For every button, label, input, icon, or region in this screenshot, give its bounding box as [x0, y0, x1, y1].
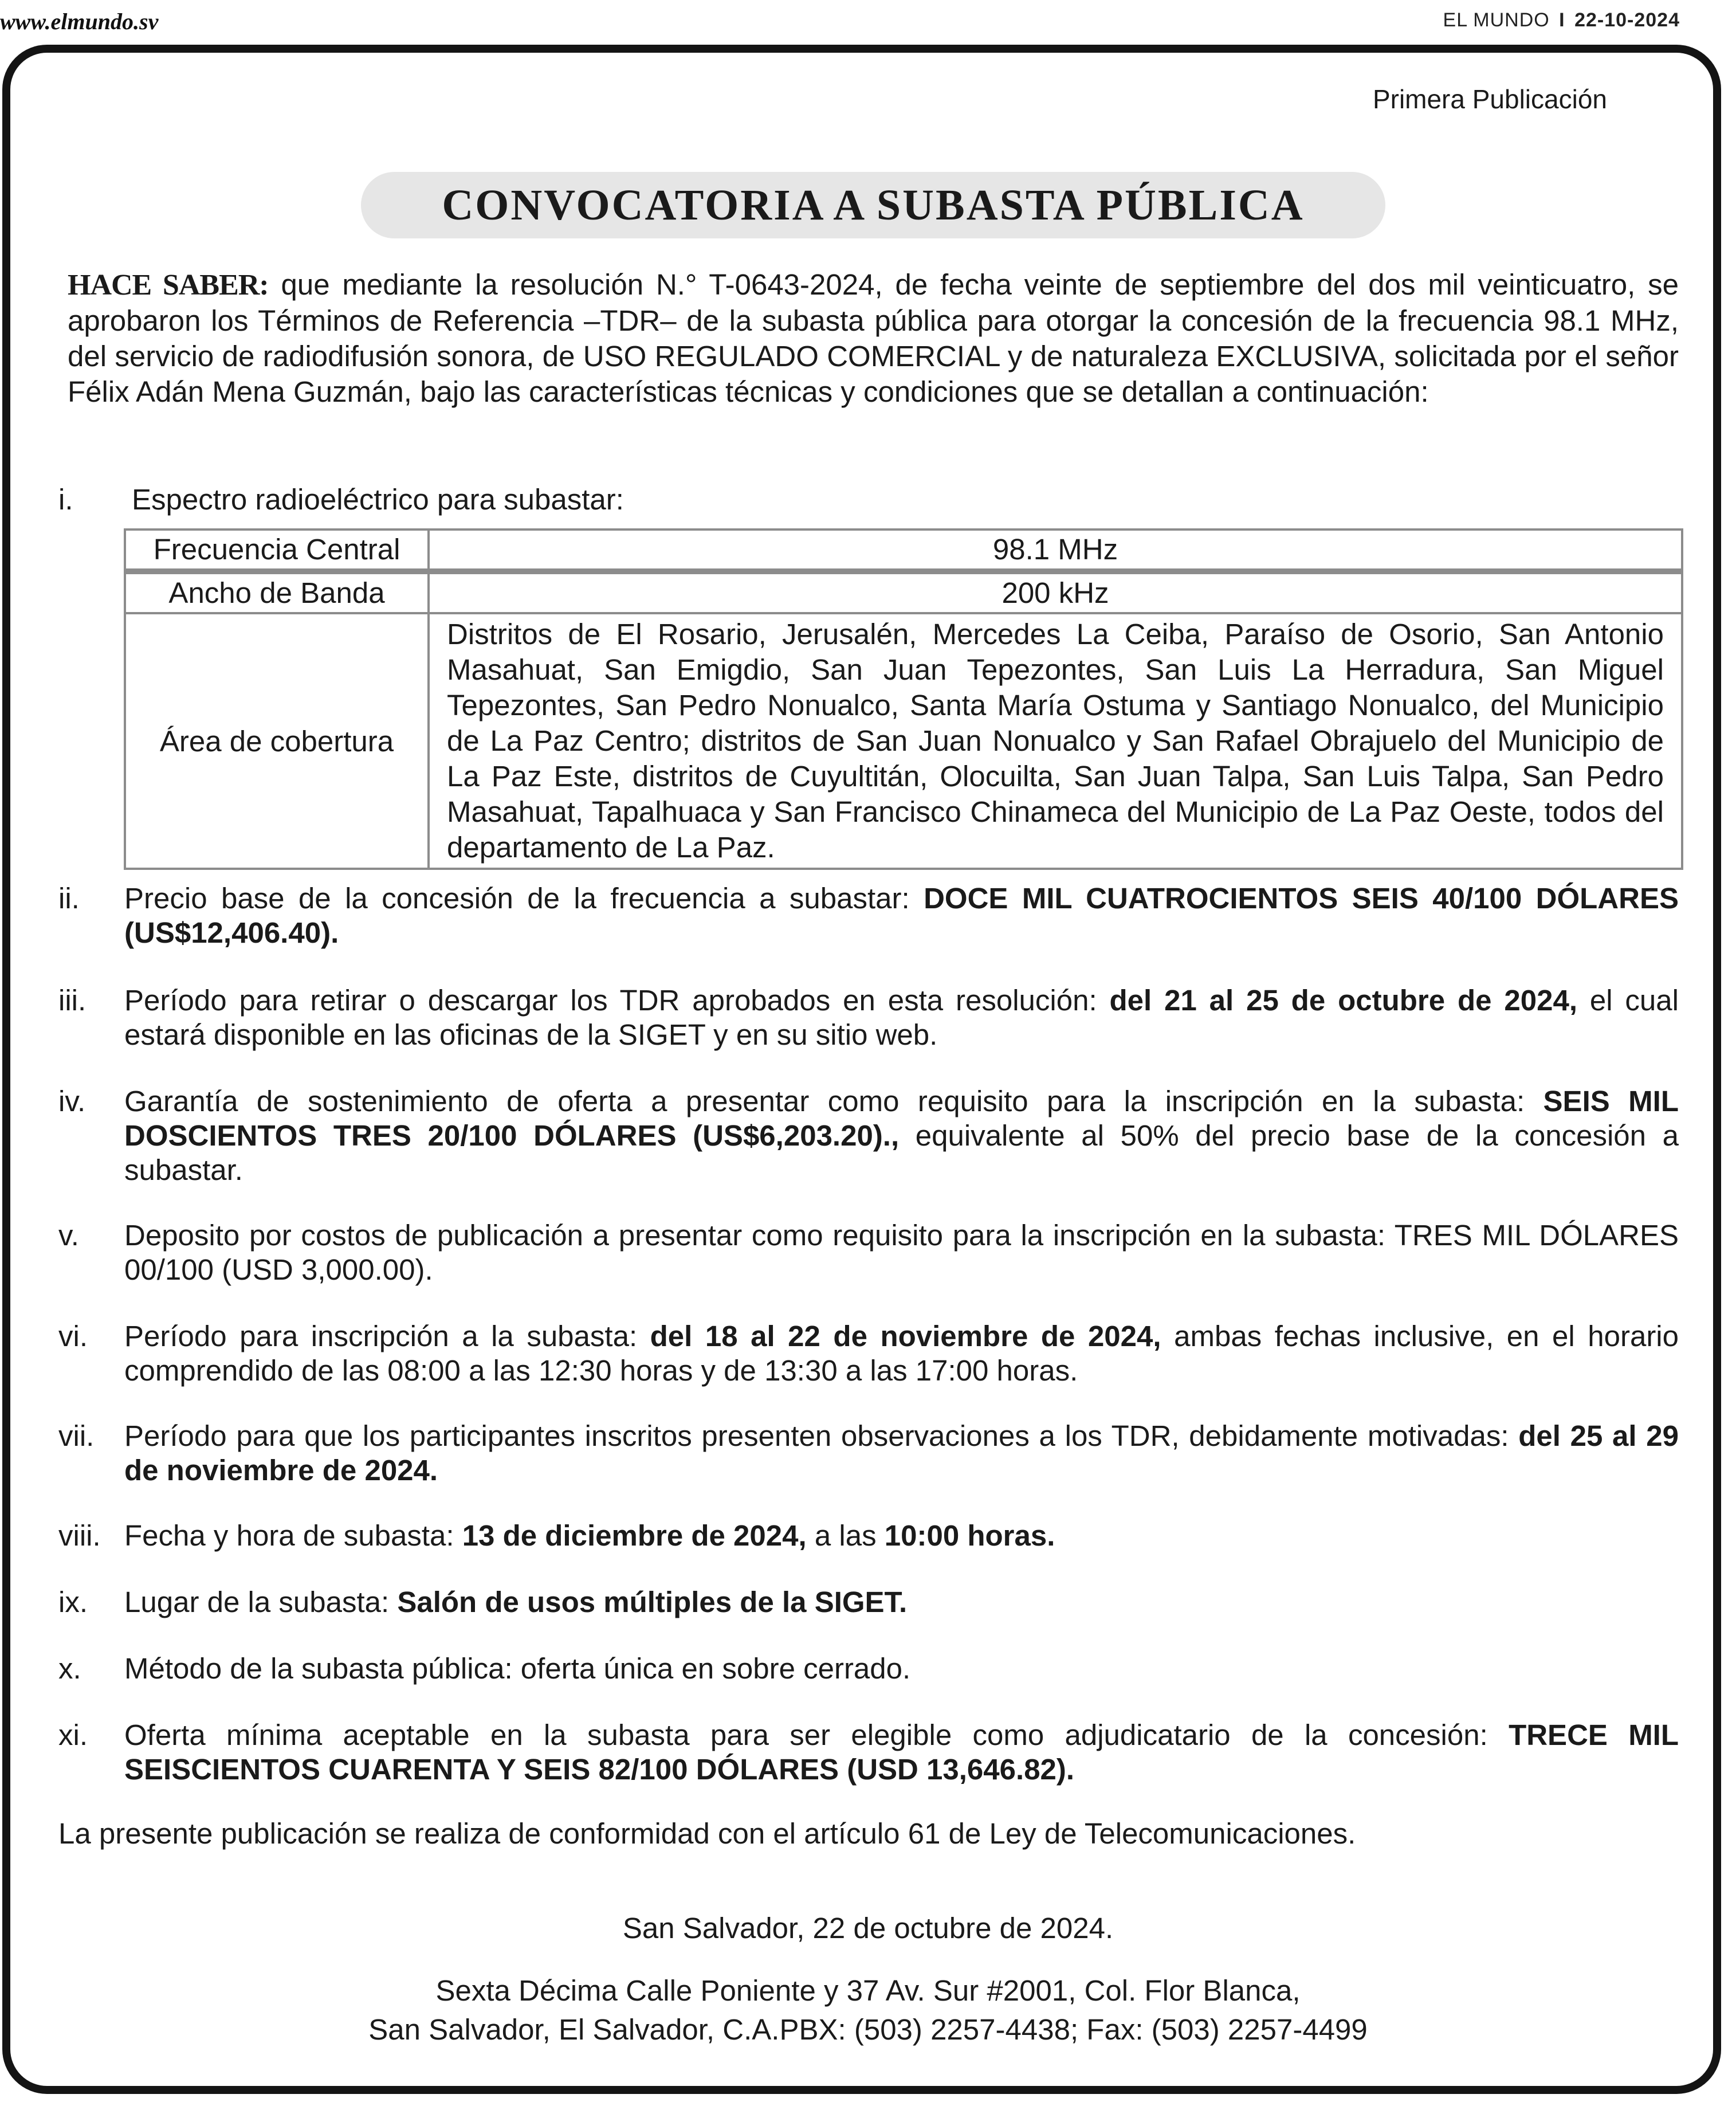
list-item: [58, 1519, 1679, 1553]
item-number: v.: [58, 1219, 79, 1252]
notice-title: CONVOCATORIA A SUBASTA PÚBLICA: [442, 181, 1305, 229]
item-number: iv.: [58, 1085, 86, 1117]
table-value: 98.1 MHz: [429, 530, 1682, 571]
intro-lead: HACE SABER:: [68, 269, 269, 301]
intro-text: que mediante la resolución N.° T-0643-2024, de fecha veinte de septiembre del dos mil veinticuatro, se aprobaron los Términos de Referencia –TDR– de la subasta pública para otorgar la concesión de la frecuencia 98.1 MHz, del servicio de radiodifusión sonora, de USO REGULADO COMERCIAL y de naturaleza EXCLUSIVA, solicitada por el señor Félix Adán Mena Guzmán, bajo las características técnicas y condiciones que se detallan a continuación:: [68, 268, 1679, 408]
table-row: [125, 571, 1682, 613]
item-text: Fecha y hora de subasta:: [124, 1519, 462, 1552]
item-number: ii.: [58, 882, 80, 915]
item-text: Período para que los participantes inscritos presenten observaciones a los TDR, debidamente motivadas:: [124, 1419, 1519, 1452]
item-text-mid: a las: [806, 1519, 885, 1552]
address-line: San Salvador, El Salvador, C.A.PBX: (503) 2257-4438; Fax: (503) 2257-4499: [368, 2013, 1368, 2046]
item-emphasis: SEIS MIL DOSCIENTOS TRES 20/100 DÓLARES (US$6,203.20).,: [124, 1085, 1679, 1152]
item-emphasis: del 18 al 22 de noviembre de 2024,: [650, 1320, 1161, 1352]
item-number: ix.: [58, 1586, 88, 1618]
table-row: [125, 530, 1682, 571]
title-banner: [361, 172, 1385, 238]
list-item: [58, 1585, 1679, 1619]
item-number: vii.: [58, 1419, 95, 1452]
intro-paragraph: [68, 267, 1679, 410]
table-row: [125, 613, 1682, 869]
item-text-rest: el cual estará disponible en las oficinas de la SIGET y en su sitio web.: [124, 984, 1679, 1051]
list-item: [58, 1218, 1679, 1287]
masthead-date: 22-10-2024: [1574, 9, 1680, 31]
paper-name: EL MUNDO: [1443, 9, 1550, 31]
address-line: Sexta Décima Calle Poniente y 37 Av. Sur #2001, Col. Flor Blanca,: [435, 1974, 1301, 2007]
address-block: [0, 1971, 1736, 2049]
item-text: Espectro radioeléctrico para subastar:: [132, 483, 624, 516]
masthead-info: [1443, 9, 1680, 32]
item-text: Período para retirar o descargar los TDR aprobados en esta resolución:: [124, 984, 1110, 1017]
item-text: Período para inscripción a la subasta:: [124, 1320, 650, 1352]
table-label: Área de cobertura: [125, 613, 429, 869]
list-item: [58, 483, 1679, 517]
item-text: Método de la subasta pública: oferta única en sobre cerrado.: [124, 1652, 911, 1685]
site-url: www.elmundo.sv: [0, 9, 159, 34]
item-emphasis: TRECE MIL SEISCIENTOS CUARENTA Y SEIS 82/100 DÓLARES (USD 13,646.82).: [124, 1719, 1679, 1786]
list-item: [58, 1319, 1679, 1388]
item-emphasis: DOCE MIL CUATROCIENTOS SEIS 40/100 DÓLARES (US$12,406.40).: [124, 882, 1679, 949]
spectrum-table: [124, 528, 1683, 870]
item-text-rest: equivalente al 50% del precio base de la concesión a subastar.: [124, 1119, 1679, 1186]
item-text: Deposito por costos de publicación a presentar como requisito para la inscripción en la subasta: TRES MIL DÓLARES 00/100 (USD 3,000.00).: [124, 1219, 1679, 1286]
list-item: [58, 983, 1679, 1052]
list-item: [58, 1718, 1679, 1787]
item-emphasis-time: 10:00 horas.: [884, 1519, 1055, 1552]
table-value: 200 kHz: [429, 571, 1682, 613]
list-item: [58, 1652, 1679, 1686]
table-label: Frecuencia Central: [125, 530, 429, 571]
item-text: Garantía de sostenimiento de oferta a presentar como requisito para la inscripción en la subasta:: [124, 1085, 1543, 1117]
table-value: Distritos de El Rosario, Jerusalén, Mercedes La Ceiba, Paraíso de Osorio, San Antonio Masahuat, San Emigdio, San Juan Tepezontes, San Luis La Herradura, San Miguel Tepezontes, San Pedro Nonualco, Santa María Ostuma y Santiago Nonualco, del Municipio de La Paz Centro; distritos de San Juan Nonualco y San Rafael Obrajuelo del Municipio de La Paz Este, distritos de Cuyultitán, Olocuilta, San Juan Talpa, San Luis Talpa, San Pedro Masahuat, Tapalhuaca y San Francisco Chinameca del Municipio de La Paz Oeste, todos del departamento de La Paz.: [429, 613, 1682, 869]
list-item: [58, 881, 1679, 950]
item-emphasis: del 21 al 25 de octubre de 2024,: [1109, 984, 1577, 1017]
item-number: viii.: [58, 1519, 101, 1552]
item-text: Precio base de la concesión de la frecuencia a subastar:: [124, 882, 924, 915]
closing-statement: La presente publicación se realiza de conformidad con el artículo 61 de Ley de Telecomunicaciones.: [58, 1817, 1356, 1850]
item-number: x.: [58, 1652, 81, 1685]
publication-label: Primera Publicación: [1372, 84, 1607, 114]
masthead-separator: I: [1559, 9, 1565, 31]
item-number: i.: [58, 483, 73, 516]
table-label: Ancho de Banda: [125, 571, 429, 613]
item-number: iii.: [58, 984, 87, 1017]
item-text: Oferta mínima aceptable en la subasta para ser elegible como adjudicatario de la concesión:: [124, 1719, 1509, 1751]
item-text-rest: ambas fechas inclusive, en el horario comprendido de las 08:00 a las 12:30 horas y de 13:30 a las 17:00 horas.: [124, 1320, 1679, 1387]
item-text: Lugar de la subasta:: [124, 1586, 398, 1618]
item-number: vi.: [58, 1320, 88, 1352]
list-item: [58, 1419, 1679, 1488]
item-number: xi.: [58, 1719, 88, 1751]
item-emphasis: del 25 al 29 de noviembre de 2024.: [124, 1419, 1679, 1487]
list-item: [58, 1084, 1679, 1187]
item-emphasis: Salón de usos múltiples de la SIGET.: [397, 1586, 908, 1618]
place-date: San Salvador, 22 de octubre de 2024.: [622, 1912, 1114, 1944]
item-emphasis: 13 de diciembre de 2024,: [462, 1519, 807, 1552]
